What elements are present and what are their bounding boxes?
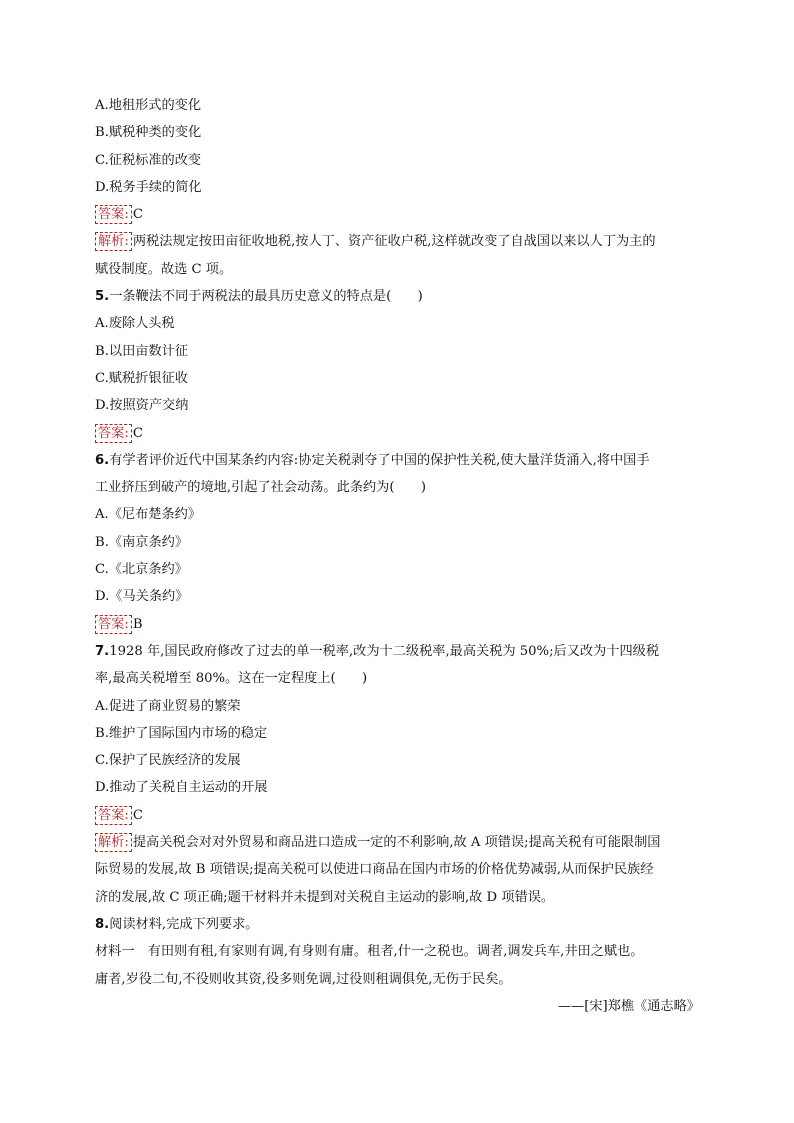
q4-analysis-line-1 [95,228,700,255]
q4-option-a: A.地租形式的变化 [95,98,202,113]
q4-option-d: D.税务手续的简化 [95,179,202,195]
q6-option-c: C.《北京条约》 [95,562,188,578]
analysis-text: 两税法规定按田亩征收地税,按人丁、资产征收户税,这样就改变了自战国以来以人丁为主的 [132,234,656,250]
answer-tag: 答案: [95,205,132,224]
q7-option-b: B.维护了国际国内市场的稳定 [95,725,268,741]
q5-option-a: A.废除人头税 [95,316,175,332]
question-number: 8. [95,916,110,932]
q7-answer [95,802,700,829]
q7-stem-line-2: 率,最高关税增至 80%。这在一定程度上( ) [95,671,368,687]
q6-stem-line-2: 工业挤压到破产的境地,引起了社会动荡。此条约为( ) [95,480,426,496]
q5-option-c: C.赋税折银征收 [95,370,188,386]
answer-value: C [132,207,143,223]
q7-option-d: D.推动了关税自主运动的开展 [95,780,268,796]
answer-tag: 答案: [95,424,132,443]
q6-stem-line-1 [95,447,700,474]
question-text: 一条鞭法不同于两税法的最具历史意义的特点是( ) [109,289,423,305]
q8-material-line-1: 材料一 有田则有租,有家则有调,有身则有庸。租者,什一之税也。调者,调发兵车,井田之赋也。 [95,944,644,960]
answer-value: C [132,807,143,823]
question-text: 1928 年,国民政府修改了过去的单一税率,改为十二级税率,最高关税为 50%;后又改为十四级税 [109,643,660,659]
q7-analysis-line-2: 际贸易的发展,故 B 项错误;提高关税可以使进口商品在国内市场的价格优势减弱,从而保护民族经 [95,862,654,878]
q4-analysis-line-2: 赋役制度。故选 C 项。 [95,261,233,277]
document-page [95,92,700,1020]
q7-stem-line-1 [95,638,700,665]
q6-option-d: D.《马关条约》 [95,589,189,605]
analysis-tag: 解析: [95,232,132,251]
q7-option-c: C.保护了民族经济的发展 [95,753,241,769]
analysis-tag: 解析: [95,833,132,852]
q5-option-b: B.以田亩数计征 [95,343,189,359]
q4-answer [95,201,700,228]
q5-stem [95,283,700,310]
analysis-text: 提高关税会对对外贸易和商品进口造成一定的不利影响,故 A 项错误;提高关税有可能限制国 [132,835,661,851]
q4-option-c: C.征税标准的改变 [95,152,202,168]
q6-answer [95,611,700,638]
answer-tag: 答案: [95,615,132,634]
q8-stem [95,911,700,938]
answer-value: C [132,425,143,441]
q4-option-b: B.赋税种类的变化 [95,125,202,141]
q8-material-line-2: 庸者,岁役二旬,不役则收其资,役多则免调,过役则租调俱免,无伤于民矣。 [95,971,512,987]
q6-option-b: B.《南京条约》 [95,534,189,550]
q7-analysis-line-3: 济的发展,故 C 项正确;题干材料并未提到对关税自主运动的影响,故 D 项错误。 [95,889,555,905]
q8-material-source: ——[宋]郑樵《通志略》 [557,998,700,1014]
q6-option-a: A.《尼布楚条约》 [95,507,202,523]
question-text: 阅读材料,完成下列要求。 [109,916,259,932]
question-number: 7. [95,643,110,659]
answer-tag: 答案: [95,806,132,825]
question-number: 6. [95,452,110,468]
q7-analysis-line-1 [95,829,700,856]
q7-option-a: A.促进了商业贸易的繁荣 [95,698,241,714]
answer-value: B [132,616,143,632]
question-number: 5. [95,289,110,305]
q5-option-d: D.按照资产交纳 [95,398,189,414]
q5-answer [95,420,700,447]
question-text: 有学者评价近代中国某条约内容:协定关税剥夺了中国的保护性关税,使大量洋货涌入,将中国手 [109,452,650,468]
